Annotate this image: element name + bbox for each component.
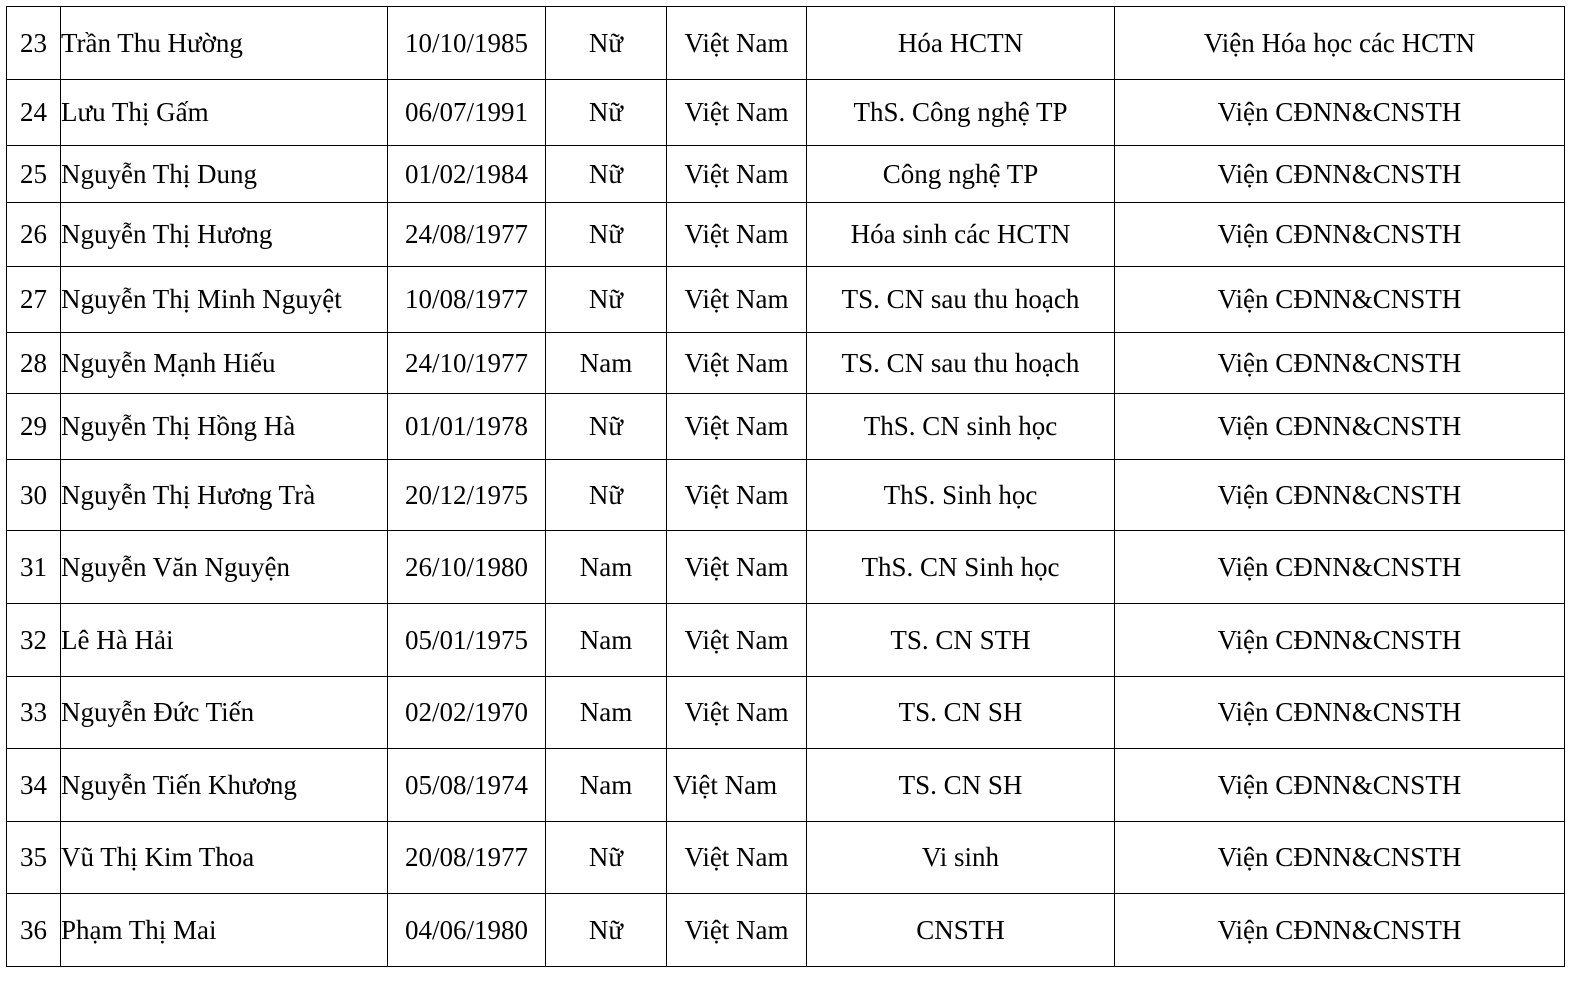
gender-cell: Nam [546, 677, 667, 749]
gender-cell: Nam [546, 749, 667, 822]
name-cell: Nguyễn Thị Minh Nguyệt [61, 267, 388, 333]
organization-cell: Viện CĐNN&CNSTH [1115, 749, 1565, 822]
birth-date-cell: 10/08/1977 [388, 267, 546, 333]
organization-cell: Viện Hóa học các HCTN [1115, 7, 1565, 80]
birth-date-cell: 06/07/1991 [388, 80, 546, 146]
nationality-cell: Việt Nam [667, 677, 807, 749]
row-number-cell: 31 [7, 531, 61, 604]
table-row [7, 749, 1565, 822]
organization-cell: Viện CĐNN&CNSTH [1115, 333, 1565, 394]
nationality-cell: Việt Nam [667, 394, 807, 460]
table-row [7, 822, 1565, 894]
organization-cell: Viện CĐNN&CNSTH [1115, 203, 1565, 267]
organization-cell: Viện CĐNN&CNSTH [1115, 80, 1565, 146]
table-row [7, 604, 1565, 677]
row-number-cell: 25 [7, 146, 61, 203]
table-row [7, 80, 1565, 146]
row-number-cell: 36 [7, 894, 61, 967]
specialty-cell: TS. CN sau thu hoạch [807, 333, 1115, 394]
gender-cell: Nam [546, 604, 667, 677]
birth-date-cell: 20/12/1975 [388, 460, 546, 531]
row-number-cell: 30 [7, 460, 61, 531]
gender-cell: Nữ [546, 822, 667, 894]
specialty-cell: Vi sinh [807, 822, 1115, 894]
gender-cell: Nữ [546, 146, 667, 203]
specialty-cell: ThS. Công nghệ TP [807, 80, 1115, 146]
table-row [7, 677, 1565, 749]
row-number-cell: 33 [7, 677, 61, 749]
table-body [7, 7, 1565, 967]
row-number-cell: 29 [7, 394, 61, 460]
name-cell: Nguyễn Tiến Khương [61, 749, 388, 822]
birth-date-cell: 02/02/1970 [388, 677, 546, 749]
table-row [7, 394, 1565, 460]
nationality-cell: Việt Nam [667, 894, 807, 967]
name-cell: Nguyễn Thị Dung [61, 146, 388, 203]
row-number-cell: 34 [7, 749, 61, 822]
specialty-cell: TS. CN sau thu hoạch [807, 267, 1115, 333]
gender-cell: Nữ [546, 203, 667, 267]
specialty-cell: TS. CN SH [807, 677, 1115, 749]
birth-date-cell: 05/08/1974 [388, 749, 546, 822]
table-row [7, 460, 1565, 531]
organization-cell: Viện CĐNN&CNSTH [1115, 531, 1565, 604]
nationality-cell: Việt Nam [667, 822, 807, 894]
birth-date-cell: 20/08/1977 [388, 822, 546, 894]
gender-cell: Nữ [546, 394, 667, 460]
organization-cell: Viện CĐNN&CNSTH [1115, 894, 1565, 967]
birth-date-cell: 01/02/1984 [388, 146, 546, 203]
gender-cell: Nữ [546, 80, 667, 146]
organization-cell: Viện CĐNN&CNSTH [1115, 267, 1565, 333]
organization-cell: Viện CĐNN&CNSTH [1115, 677, 1565, 749]
name-cell: Vũ Thị Kim Thoa [61, 822, 388, 894]
specialty-cell: TS. CN SH [807, 749, 1115, 822]
specialty-cell: CNSTH [807, 894, 1115, 967]
nationality-cell: Việt Nam [667, 460, 807, 531]
nationality-cell: Việt Nam [667, 333, 807, 394]
specialty-cell: ThS. CN sinh học [807, 394, 1115, 460]
nationality-cell: Việt Nam [667, 146, 807, 203]
name-cell: Nguyễn Thị Hương [61, 203, 388, 267]
name-cell: Nguyễn Đức Tiến [61, 677, 388, 749]
specialty-cell: Công nghệ TP [807, 146, 1115, 203]
name-cell: Nguyễn Văn Nguyện [61, 531, 388, 604]
organization-cell: Viện CĐNN&CNSTH [1115, 394, 1565, 460]
personnel-table [6, 6, 1565, 967]
row-number-cell: 28 [7, 333, 61, 394]
birth-date-cell: 26/10/1980 [388, 531, 546, 604]
name-cell: Lưu Thị Gấm [61, 80, 388, 146]
nationality-cell: Việt Nam [667, 604, 807, 677]
table-row [7, 203, 1565, 267]
birth-date-cell: 05/01/1975 [388, 604, 546, 677]
nationality-cell: Việt Nam [667, 531, 807, 604]
gender-cell: Nữ [546, 267, 667, 333]
name-cell: Nguyễn Mạnh Hiếu [61, 333, 388, 394]
gender-cell: Nữ [546, 894, 667, 967]
gender-cell: Nữ [546, 460, 667, 531]
nationality-cell: Việt Nam [667, 80, 807, 146]
organization-cell: Viện CĐNN&CNSTH [1115, 604, 1565, 677]
name-cell: Phạm Thị Mai [61, 894, 388, 967]
nationality-cell: Việt Nam [667, 267, 807, 333]
row-number-cell: 35 [7, 822, 61, 894]
row-number-cell: 26 [7, 203, 61, 267]
organization-cell: Viện CĐNN&CNSTH [1115, 146, 1565, 203]
gender-cell: Nam [546, 333, 667, 394]
organization-cell: Viện CĐNN&CNSTH [1115, 822, 1565, 894]
row-number-cell: 23 [7, 7, 61, 80]
nationality-cell: Việt Nam [667, 749, 807, 822]
birth-date-cell: 24/08/1977 [388, 203, 546, 267]
birth-date-cell: 01/01/1978 [388, 394, 546, 460]
table-row [7, 333, 1565, 394]
name-cell: Lê Hà Hải [61, 604, 388, 677]
name-cell: Trần Thu Hường [61, 7, 388, 80]
table-row [7, 146, 1565, 203]
table-row [7, 267, 1565, 333]
organization-cell: Viện CĐNN&CNSTH [1115, 460, 1565, 531]
nationality-cell: Việt Nam [667, 7, 807, 80]
nationality-cell: Việt Nam [667, 203, 807, 267]
row-number-cell: 32 [7, 604, 61, 677]
table-row [7, 7, 1565, 80]
table-row [7, 531, 1565, 604]
birth-date-cell: 24/10/1977 [388, 333, 546, 394]
specialty-cell: Hóa HCTN [807, 7, 1115, 80]
specialty-cell: ThS. CN Sinh học [807, 531, 1115, 604]
name-cell: Nguyễn Thị Hồng Hà [61, 394, 388, 460]
specialty-cell: Hóa sinh các HCTN [807, 203, 1115, 267]
birth-date-cell: 10/10/1985 [388, 7, 546, 80]
gender-cell: Nữ [546, 7, 667, 80]
specialty-cell: ThS. Sinh học [807, 460, 1115, 531]
birth-date-cell: 04/06/1980 [388, 894, 546, 967]
specialty-cell: TS. CN STH [807, 604, 1115, 677]
row-number-cell: 24 [7, 80, 61, 146]
name-cell: Nguyễn Thị Hương Trà [61, 460, 388, 531]
table-row [7, 894, 1565, 967]
gender-cell: Nam [546, 531, 667, 604]
row-number-cell: 27 [7, 267, 61, 333]
